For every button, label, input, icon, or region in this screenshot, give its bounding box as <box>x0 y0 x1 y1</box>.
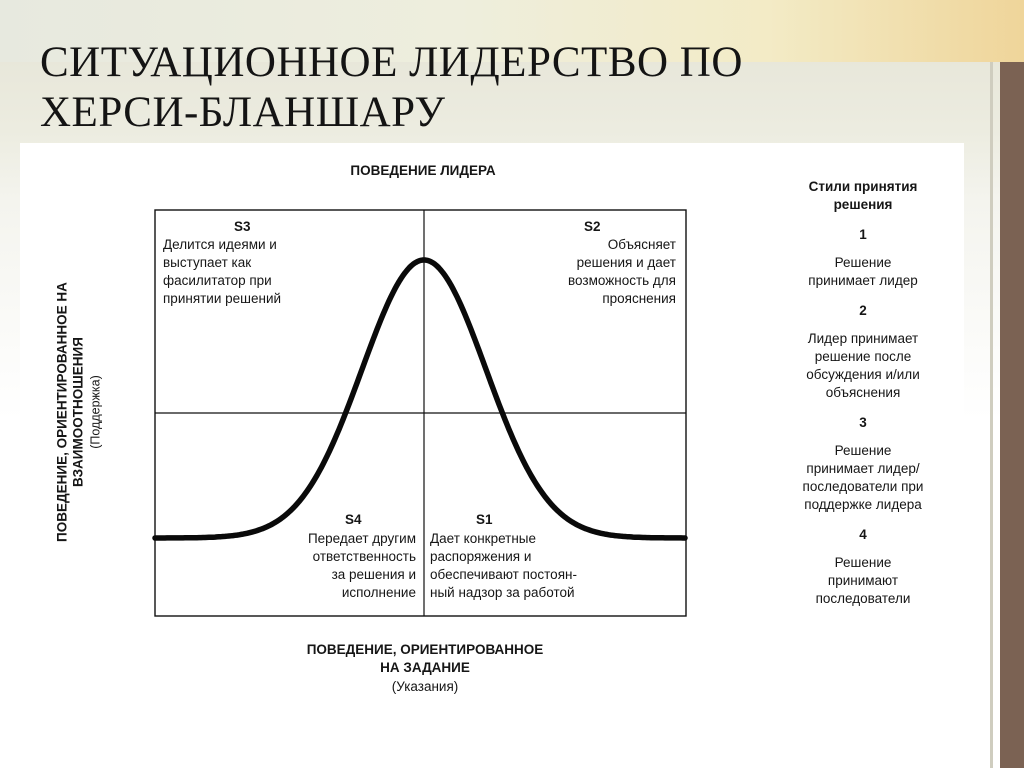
x-axis-line-2: НА ЗАДАНИЕ <box>380 660 470 675</box>
y-axis-line-1: ПОВЕДЕНИЕ, ОРИЕНТИРОВАННОЕ НА <box>54 282 70 542</box>
style-1-text: Решение принимает лидер <box>808 255 918 288</box>
style-2-number: 2 <box>859 303 867 318</box>
style-4-number: 4 <box>859 527 867 542</box>
style-4-text: Решение принимают последователи <box>815 555 911 606</box>
style-3-text: Решение принимает лидер/ последователи при поддержке лидера <box>802 443 924 512</box>
quadrant-s3-code: S3 <box>234 219 251 234</box>
y-axis-label <box>55 232 104 592</box>
y-axis-line-2: ВЗАИМООТНОШЕНИЯ <box>70 337 86 487</box>
decision-styles-title: Стили принятия решения <box>808 179 918 212</box>
quadrant-s2-code: S2 <box>584 219 601 234</box>
title-line-2: ХЕРСИ-БЛАНШАРУ <box>40 89 446 136</box>
title-line-1: СИТУАЦИОННОЕ ЛИДЕРСТВО ПО <box>40 39 743 86</box>
y-axis-sub: (Поддержка) <box>88 375 103 449</box>
quadrant-s4-text: Передает другим ответственность за решения и исполнение <box>307 531 416 600</box>
quadrant-s3-text: Делится идеями и выступает как фасилитатор при принятии решений <box>163 237 282 306</box>
quadrant-s2-text: Объясняет решения и дает возможность для прояснения <box>568 237 676 306</box>
x-axis-sub: (Указания) <box>391 679 459 694</box>
style-3-number: 3 <box>859 415 867 430</box>
quadrant-s1-code: S1 <box>476 512 493 527</box>
quadrant-s4-code: S4 <box>345 512 362 527</box>
leader-behavior-label: ПОВЕДЕНИЕ ЛИДЕРА <box>350 163 496 178</box>
x-axis-line-1: ПОВЕДЕНИЕ, ОРИЕНТИРОВАННОЕ <box>306 642 544 657</box>
quadrant-s1-text: Дает конкретные распоряжения и обеспечивают постоян- ный надзор за работой <box>430 531 577 600</box>
decision-styles-column <box>778 178 948 608</box>
style-2-text: Лидер принимает решение после обсуждения и/или объяснения <box>806 331 920 400</box>
style-1-number: 1 <box>859 227 867 242</box>
